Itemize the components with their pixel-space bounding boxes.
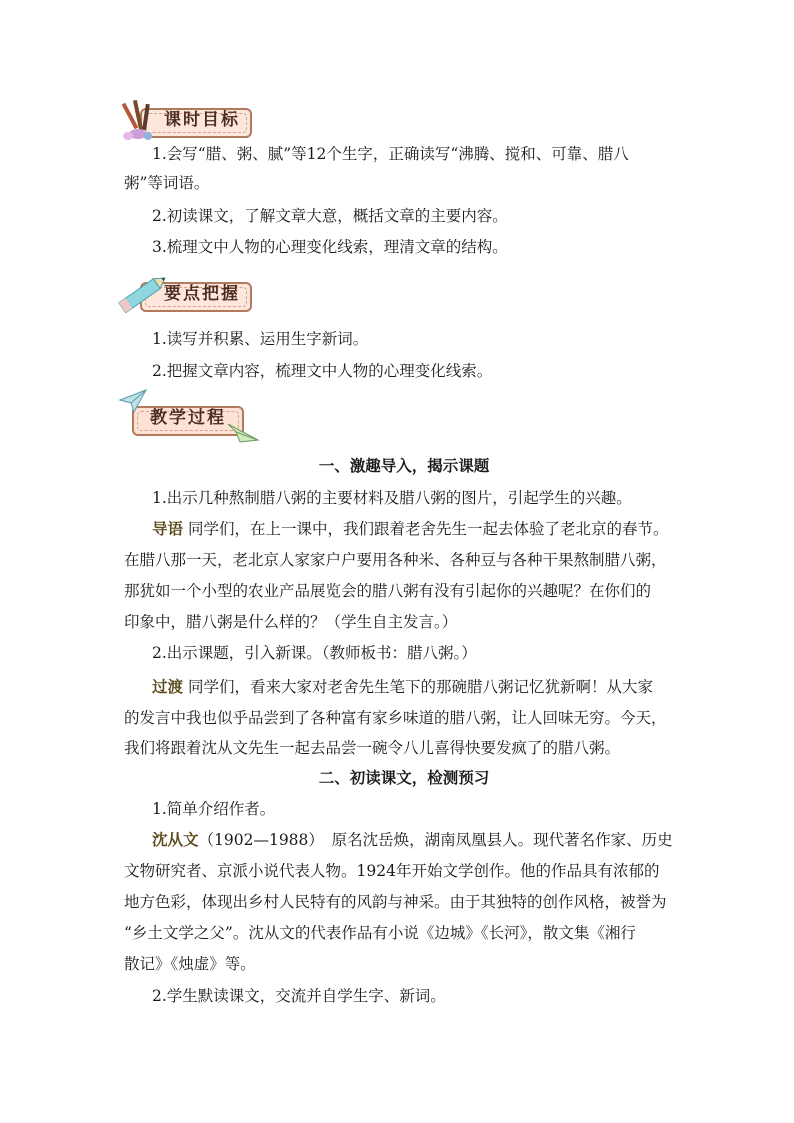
transition-label: 过渡 <box>152 678 184 696</box>
paper-plane-icon <box>226 418 260 448</box>
part1-transition-line2: 的发言中我也似乎品尝到了各种富有家乡味道的腊八粥，让人回味无穷。今天， <box>124 709 667 727</box>
section-header-keypoints <box>118 276 258 322</box>
section-title-objectives: 课时目标 <box>164 110 240 130</box>
part1-heading: 一、激趣导入，揭示课题 <box>318 456 490 475</box>
part2-author-line1 <box>152 829 684 851</box>
objective-1-continued: 粥”等词语。 <box>124 174 210 192</box>
intro-label: 导语 <box>152 520 184 538</box>
part2-step2: 2.学生默读课文，交流并自学生字、新词。 <box>152 987 446 1005</box>
part1-transition-line3: 我们将跟着沈从文先生一起去品尝一碗令八儿喜得快要发疯了的腊八粥。 <box>124 739 621 757</box>
objective-3: 3.梳理文中人物的心理变化线索，理清文章的结构。 <box>152 238 508 256</box>
part2-heading: 二、初读课文，检测预习 <box>318 768 490 787</box>
part1-intro-line2: 在腊八那一天，老北京人家家户户要用各种米、各种豆与各种干果熬制腊八粥， <box>124 551 667 569</box>
keypoint-1: 1.读写并积累、运用生字新词。 <box>152 330 369 348</box>
part2-author-line2: 文物研究者、京派小说代表人物。1924年开始文学创作。他的作品具有浓郁的 <box>124 862 660 880</box>
objective-2: 2.初读课文，了解文章大意，概括文章的主要内容。 <box>152 207 508 225</box>
part1-intro-line1 <box>152 518 684 540</box>
intro-text: 同学们，在上一课中，我们跟着老舍先生一起去体验了老北京的春节。 <box>187 520 669 538</box>
part1-intro-line4: 印象中，腊八粥是什么样的？（学生自主发言。） <box>124 613 458 631</box>
part2-author-line5: 散记》《烛虚》等。 <box>124 955 256 973</box>
part2-author-line3: 地方色彩，体现出乡村人民特有的风韵与神采。由于其独特的创作风格，被誉为 <box>124 893 667 911</box>
section-header-objectives <box>118 102 258 148</box>
part1-transition-line1 <box>152 676 684 698</box>
section-title-keypoints: 要点把握 <box>164 284 240 304</box>
author-name: 沈从文 <box>152 831 199 849</box>
pencil-icon <box>112 268 172 320</box>
objective-1: 1.会写“腊、粥、腻”等12个生字，正确读写“沸腾、搅和、可靠、腊八 <box>152 145 629 163</box>
paper-plane-icon <box>118 388 148 414</box>
part2-step1: 1.简单介绍作者。 <box>152 800 276 818</box>
part1-step1: 1.出示几种熬制腊八粥的主要材料及腊八粥的图片，引起学生的兴趣。 <box>152 489 632 507</box>
part1-intro-line3: 那犹如一个小型的农业产品展览会的腊八粥有没有引起你的兴趣呢？在你们的 <box>124 582 652 600</box>
section-title-process: 教学过程 <box>150 408 226 428</box>
transition-text: 同学们，看来大家对老舍先生笔下的那碗腊八粥记忆犹新啊！从大家 <box>187 678 653 696</box>
keypoint-2: 2.把握文章内容，梳理文中人物的心理变化线索。 <box>152 362 493 380</box>
brushes-icon <box>118 98 160 142</box>
part2-author-line4: “乡土文学之父”。沈从文的代表作品有小说《边城》《长河》，散文集《湘行 <box>124 924 636 942</box>
part1-step2: 2.出示课题，引入新课。（教师板书：腊八粥。） <box>152 644 477 662</box>
author-text: （1902—1988） 原名沈岳焕，湖南凤凰县人。现代著名作家、历史 <box>198 831 673 849</box>
section-header-process <box>118 400 268 446</box>
